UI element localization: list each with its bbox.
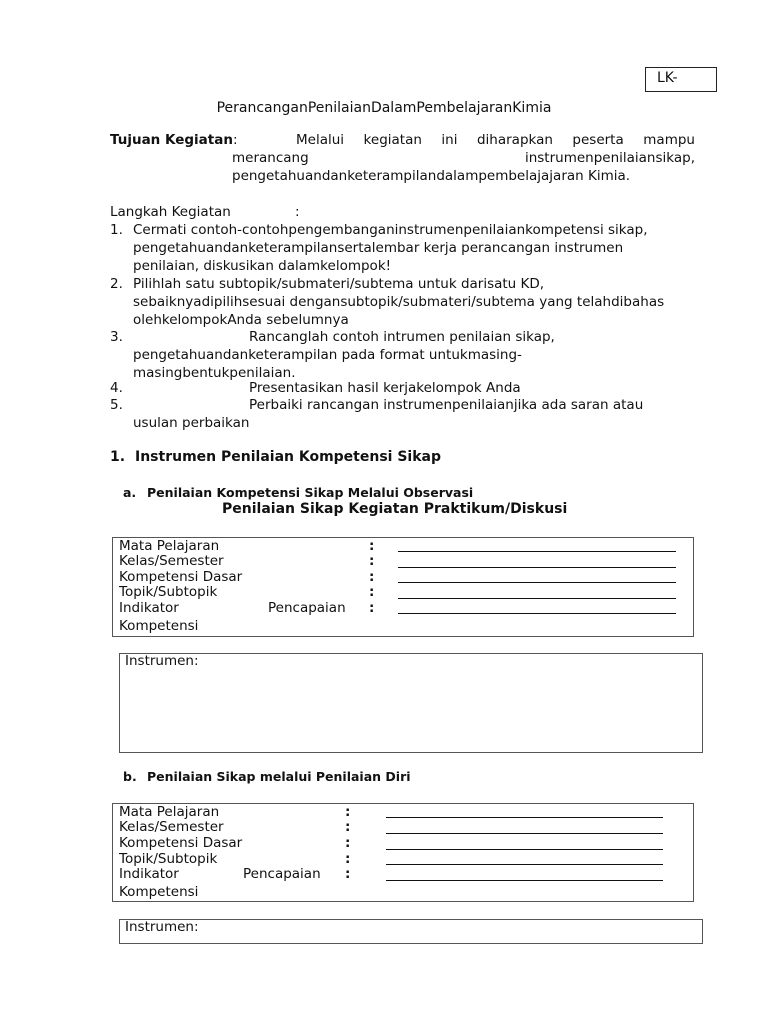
subsection-a-subtitle: Penilaian Sikap Kegiatan Praktikum/Diskusi: [222, 501, 568, 517]
step-5-line-1: Perbaiki rancangan instrumenpenilaianjika ada saran atau: [249, 397, 644, 413]
step-number: 2.: [110, 276, 123, 292]
lk-number-box: [645, 67, 717, 92]
step-4-line-1: Presentasikan hasil kerjakelompok Anda: [249, 380, 521, 396]
word: peserta: [572, 132, 624, 148]
topik-subtopik-field[interactable]: [398, 598, 676, 599]
topik-subtopik-label: Topik/Subtopik: [119, 851, 218, 867]
colon: :: [345, 804, 351, 820]
step-1-line-1: Cermati contoh-contohpengembanganinstrumenpenilaiankompetensi sikap,: [133, 222, 648, 238]
instrumen-label: Instrumen:: [125, 653, 199, 669]
subsection-a-label: a.: [123, 485, 137, 500]
langkah-label: Langkah Kegiatan: [110, 204, 231, 220]
pencapaian-label: Pencapaian: [268, 600, 346, 616]
step-2-line-1: Pilihlah satu subtopik/submateri/subtema untuk darisatu KD,: [133, 276, 545, 292]
kelas-semester-label: Kelas/Semester: [119, 819, 224, 835]
mata-pelajaran-label: Mata Pelajaran: [119, 538, 220, 554]
page-title: PerancanganPenilaianDalamPembelajaranKimia: [216, 100, 552, 116]
word: instrumenpenilaiansikap,: [524, 150, 695, 166]
step-3-line-2: pengetahuandanketerampilan pada format untukmasing-: [133, 347, 522, 363]
word: merancang: [232, 150, 309, 166]
mata-pelajaran-label: Mata Pelajaran: [119, 804, 220, 820]
word: kegiatan: [363, 132, 422, 148]
section-1-number: 1.: [110, 449, 126, 465]
colon: :: [345, 851, 351, 867]
word: Melalui: [296, 132, 345, 148]
word: ini: [441, 132, 458, 148]
word: mampu: [643, 132, 695, 148]
kompetensi-dasar-field[interactable]: [398, 582, 676, 583]
indikator-field[interactable]: [386, 880, 663, 881]
tujuan-line-2: [232, 150, 695, 166]
kompetensi-dasar-label: Kompetensi Dasar: [119, 835, 243, 851]
kompetensi-label: Kompetensi: [119, 618, 199, 634]
kelas-semester-field[interactable]: [398, 567, 676, 568]
langkah-colon: :: [295, 204, 300, 220]
kelas-semester-field[interactable]: [386, 833, 663, 834]
colon: :: [369, 569, 375, 585]
mata-pelajaran-field[interactable]: [386, 817, 663, 818]
colon: :: [345, 835, 351, 851]
instrumen-label: Instrumen:: [125, 919, 199, 935]
colon: :: [369, 600, 375, 616]
step-number: 3.: [110, 329, 123, 345]
mata-pelajaran-field[interactable]: [398, 551, 676, 552]
step-5-line-2: usulan perbaikan: [133, 415, 250, 431]
word: diharapkan: [476, 132, 553, 148]
pencapaian-label: Pencapaian: [243, 866, 321, 882]
kompetensi-label: Kompetensi: [119, 884, 199, 900]
tujuan-colon: :: [232, 132, 238, 148]
section-1-title: Instrumen Penilaian Kompetensi Sikap: [135, 449, 441, 465]
kompetensi-dasar-field[interactable]: [386, 849, 663, 850]
colon: :: [369, 553, 375, 569]
step-number: 4.: [110, 380, 123, 396]
tujuan-heading: [110, 132, 238, 148]
colon: :: [345, 819, 351, 835]
instrumen-box-a[interactable]: [119, 653, 703, 753]
step-number: 5.: [110, 397, 123, 413]
step-number: 1.: [110, 222, 123, 238]
topik-subtopik-label: Topik/Subtopik: [119, 584, 218, 600]
kelas-semester-label: Kelas/Semester: [119, 553, 224, 569]
step-3-line-3: masingbentukpenilaian.: [133, 365, 296, 381]
step-2-line-3: olehkelompokAnda sebelumnya: [133, 312, 349, 328]
step-1-line-3: penilaian, diskusikan dalamkelompok!: [133, 258, 392, 274]
step-1-line-2: pengetahuandanketerampilansertalembar kerja perancangan instrumen: [133, 240, 624, 256]
kompetensi-dasar-label: Kompetensi Dasar: [119, 569, 243, 585]
indikator-label: Indikator: [119, 600, 179, 616]
tujuan-label: Tujuan Kegiatan: [110, 132, 233, 148]
lk-label: LK-: [657, 70, 678, 86]
tujuan-line-1: [296, 132, 695, 148]
subsection-b-title: Penilaian Sikap melalui Penilaian Diri: [147, 769, 411, 784]
instrumen-box-b[interactable]: [119, 919, 703, 944]
indikator-field[interactable]: [398, 613, 676, 614]
colon: :: [369, 538, 375, 554]
subsection-b-label: b.: [123, 769, 137, 784]
topik-subtopik-field[interactable]: [386, 864, 663, 865]
subsection-a-title: Penilaian Kompetensi Sikap Melalui Observasi: [147, 485, 474, 500]
step-3-line-1: Rancanglah contoh intrumen penilaian sikap,: [249, 329, 555, 345]
step-2-line-2: sebaiknyadipilihsesuai dengansubtopik/submateri/subtema yang telahdibahas: [133, 294, 665, 310]
colon: :: [345, 866, 351, 882]
tujuan-line-3: pengetahuandanketerampilandalampembelajajaran Kimia.: [232, 168, 631, 184]
indikator-label: Indikator: [119, 866, 179, 882]
colon: :: [369, 584, 375, 600]
